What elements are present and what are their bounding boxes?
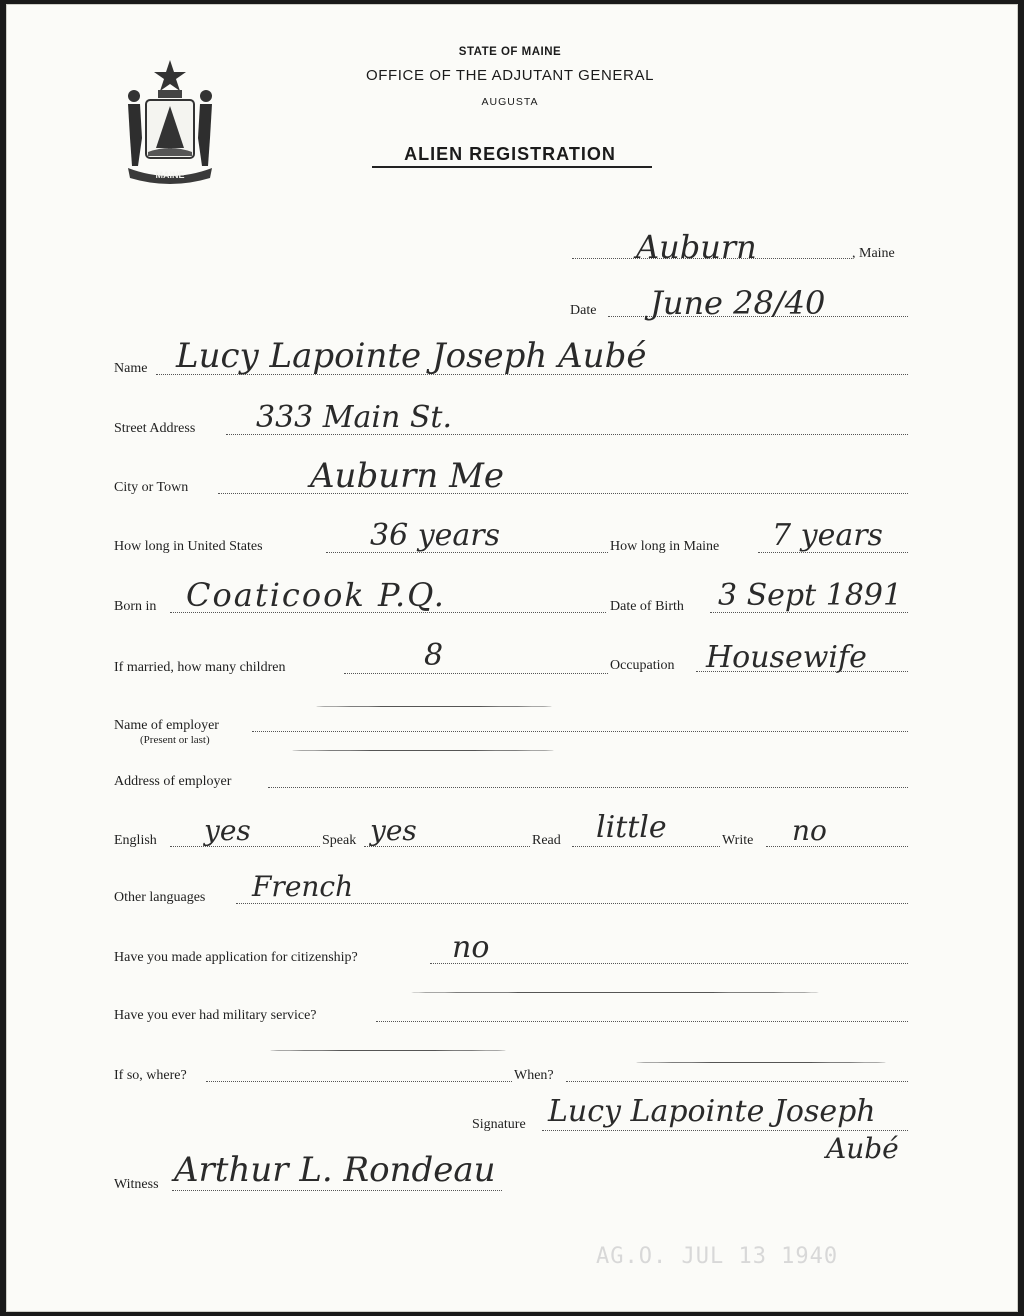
signature-label: Signature: [472, 1117, 526, 1132]
how-long-us-value: 36 years: [370, 518, 501, 553]
employer-sublabel: (Present or last): [140, 734, 210, 746]
write-label: Write: [722, 833, 754, 848]
citizenship-line: [430, 963, 908, 964]
how-long-maine-value: 7 years: [772, 518, 883, 553]
children-value: 8: [424, 638, 444, 673]
form-title: ALIEN REGISTRATION: [404, 144, 616, 164]
witness-value: Arthur L. Rondeau: [174, 1150, 496, 1190]
speak-value: yes: [370, 814, 417, 847]
dob-label: Date of Birth: [610, 599, 684, 614]
street-address-value: 333 Main St.: [256, 400, 452, 435]
title-underline: [372, 166, 652, 168]
dob-value: 3 Sept 1891: [718, 578, 903, 613]
citizenship-label: Have you made application for citizenship?: [114, 950, 358, 965]
employer-label: Name of employer: [114, 718, 219, 733]
name-value: Lucy Lapointe Joseph Aubé: [176, 336, 647, 376]
town-value: Auburn: [636, 228, 757, 266]
employer-blank-dash-2: [292, 750, 554, 751]
read-line: [572, 846, 720, 847]
name-label: Name: [114, 361, 148, 376]
city-value: Auburn Me: [310, 456, 505, 496]
write-value: no: [792, 814, 827, 847]
other-languages-line: [236, 903, 908, 904]
city-label: City or Town: [114, 480, 189, 495]
occupation-value: Housewife: [706, 640, 867, 675]
date-value: June 28/40: [650, 284, 826, 322]
when-blank-dash: [636, 1062, 886, 1063]
when-line: [566, 1081, 908, 1082]
english-value: yes: [204, 814, 251, 847]
read-value: little: [596, 810, 667, 845]
children-label: If married, how many children: [114, 660, 286, 675]
military-line: [376, 1021, 908, 1022]
office-heading: OFFICE OF THE ADJUTANT GENERAL: [365, 67, 655, 84]
signature-line: [542, 1130, 908, 1131]
employer-line: [252, 731, 908, 732]
citizenship-value: no: [452, 930, 490, 965]
city-heading: AUGUSTA: [481, 96, 539, 108]
born-in-value: Coaticook P.Q.: [186, 576, 446, 614]
military-blank-dash: [410, 992, 820, 993]
children-line: [344, 673, 608, 674]
state-heading: STATE OF MAINE: [458, 46, 562, 58]
employer-address-label: Address of employer: [114, 774, 232, 789]
occupation-label: Occupation: [610, 658, 675, 673]
street-address-label: Street Address: [114, 421, 196, 436]
signature-value-line2: Aubé: [826, 1132, 899, 1165]
where-label: If so, where?: [114, 1068, 187, 1083]
other-languages-label: Other languages: [114, 890, 206, 905]
english-label: English: [114, 833, 157, 848]
received-stamp: AG.O. JUL 13 1940: [596, 1244, 839, 1269]
where-blank-dash: [270, 1050, 506, 1051]
when-label: When?: [514, 1068, 554, 1083]
how-long-maine-label: How long in Maine: [610, 539, 720, 554]
how-long-us-label: How long in United States: [114, 539, 263, 554]
witness-line: [172, 1190, 502, 1191]
other-languages-value: French: [252, 870, 354, 903]
date-label: Date: [570, 303, 597, 318]
employer-address-line: [268, 787, 908, 788]
write-line: [766, 846, 908, 847]
witness-label: Witness: [114, 1177, 159, 1192]
where-line: [206, 1081, 512, 1082]
seal-ribbon-text: MAINE: [155, 170, 185, 180]
maine-label: , Maine: [852, 246, 895, 261]
born-in-label: Born in: [114, 599, 157, 614]
employer-blank-dash: [316, 706, 552, 707]
speak-label: Speak: [322, 833, 357, 848]
military-label: Have you ever had military service?: [114, 1008, 317, 1023]
signature-value-line1: Lucy Lapointe Joseph: [548, 1094, 876, 1129]
read-label: Read: [532, 833, 561, 848]
